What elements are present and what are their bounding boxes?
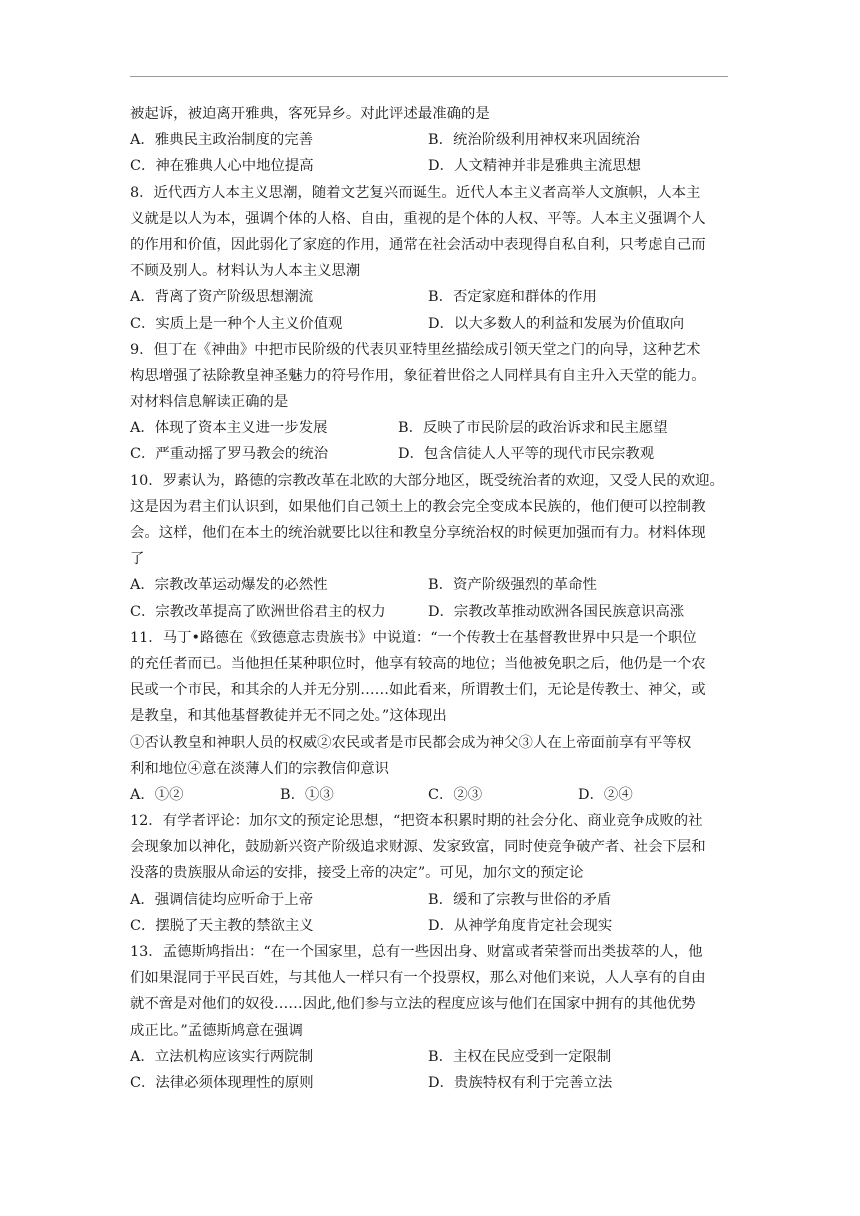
question-11: [130, 625, 730, 808]
question-text-line: 这是因为君主们认识到，如果他们自己领土上的教会完全变成本民族的，他们便可以控制教: [130, 498, 706, 515]
option-b[interactable]: B．统治阶级利用神权来巩固统治: [428, 132, 641, 149]
question-text-line: 们如果混同于平民百姓，与其他人一样只有一个投票权，那么对他们来说，人人享有的自由: [130, 970, 706, 987]
option-row: [130, 127, 730, 153]
question-text-line: 没落的贵族服从命运的安排，接受上帝的决定”。可见，加尔文的预定论: [130, 865, 584, 882]
question-text-line: 义就是以人为本，强调个体的人格、自由，重视的是个体的人权、平等。人本主义强调个人: [130, 210, 706, 227]
option-b[interactable]: B．主权在民应受到一定限制: [428, 1048, 612, 1065]
option-c[interactable]: C．法律必须体现理性的原则: [130, 1074, 314, 1091]
option-a[interactable]: A．立法机构应该实行两院制: [130, 1048, 314, 1065]
question-text-line: 13．孟德斯鸠指出：“在一个国家里，总有一些因出身、财富或者荣誉而出类拔萃的人，他: [130, 944, 703, 960]
question-text-line: 11．马丁•路德在《致德意志贵族书》中说道：“一个传教士在基督教世界中只是一个职位: [130, 629, 697, 646]
question-8: [130, 180, 730, 337]
question-text-line: 8．近代西方人本主义思潮，随着文艺复兴而诞生。近代人本主义者高举人文旗帜，人本主: [130, 184, 701, 201]
question-text-line: 的充任者而已。当他担任某种职位时，他享有较高的地位；当他被免职之后，他仍是一个农: [130, 655, 706, 672]
option-a[interactable]: A．宗教改革运动爆发的必然性: [130, 577, 328, 594]
exam-page: [130, 101, 730, 1096]
question-10: [130, 468, 730, 625]
option-d[interactable]: D．包含信徒人人平等的现代市民宗教观: [398, 446, 655, 463]
option-d[interactable]: D．以大多数人的利益和发展为价值取向: [428, 315, 685, 332]
option-c[interactable]: C．②③: [428, 786, 483, 803]
option-c[interactable]: C．摆脱了天主教的禁欲主义: [130, 917, 314, 934]
option-d[interactable]: D．贵族特权有利于完善立法: [428, 1074, 613, 1091]
option-row: [130, 441, 730, 467]
option-d[interactable]: D．②④: [578, 786, 633, 803]
question-text-line: 12．有学者评论：加尔文的预定论思想，“把资本积累时期的社会分化、商业竞争成败的社: [130, 813, 703, 830]
question-text-line: 不顾及别人。材料认为人本主义思潮: [130, 263, 361, 280]
question-text-line: 会。这样，他们在本土的统治就要比以往和教皇分享统治权的时候更加强而有力。材料体现: [130, 525, 706, 541]
option-a[interactable]: A．雅典民主政治制度的完善: [130, 132, 314, 149]
option-b[interactable]: B．①③: [280, 786, 334, 803]
option-row: [130, 1070, 730, 1096]
question-text-line: 的作用和价值，因此弱化了家庭的作用，通常在社会活动中表现得自私自利，只考虑自己而: [130, 236, 706, 253]
option-d[interactable]: D．从神学角度肯定社会现实: [428, 917, 613, 934]
question-7: [130, 101, 730, 180]
option-a[interactable]: A．强调信徒均应听命于上帝: [130, 891, 314, 908]
option-b[interactable]: B．否定家庭和群体的作用: [428, 289, 597, 306]
header-rule: [130, 76, 728, 77]
option-row: [130, 913, 730, 939]
option-row: [130, 415, 730, 441]
option-c[interactable]: C．神在雅典人心中地位提高: [130, 158, 314, 175]
question-text-line: 是教皇，和其他基督教徒并无不同之处。”这体现出: [130, 708, 447, 725]
question-text-line: 被起诉，被迫离开雅典，客死异乡。对此评述最准确的是: [130, 106, 490, 122]
option-row: [130, 887, 730, 913]
question-text-line: 9．但丁在《神曲》中把市民阶级的代表贝亚特里丝描绘成引领天堂之门的向导，这种艺术: [130, 341, 701, 358]
option-b[interactable]: B．资产阶级强烈的革命性: [428, 577, 597, 594]
option-b[interactable]: B．缓和了宗教与世俗的矛盾: [428, 891, 612, 908]
question-9: [130, 337, 730, 468]
question-13: [130, 939, 730, 1096]
question-text-line: 构思增强了祛除教皇神圣魅力的符号作用，象征着世俗之人同样具有自主升入天堂的能力。: [130, 367, 706, 384]
question-text-line: 成正比。”孟德斯鸠意在强调: [130, 1022, 303, 1039]
option-a[interactable]: A．①②: [130, 786, 184, 803]
statement-line: 利和地位④意在淡薄人们的宗教信仰意识: [130, 760, 390, 777]
option-c[interactable]: C．宗教改革提高了欧洲世俗君主的权力: [130, 603, 386, 620]
option-row: [130, 284, 730, 310]
option-row: [130, 782, 730, 808]
option-d[interactable]: D．宗教改革推动欧洲各国民族意识高涨: [428, 603, 685, 620]
option-row: [130, 153, 730, 179]
option-b[interactable]: B．反映了市民阶层的政治诉求和民主愿望: [398, 420, 668, 437]
question-text-line: 了: [130, 551, 145, 568]
option-d[interactable]: D．人文精神并非是雅典主流思想: [428, 158, 642, 175]
option-c[interactable]: C．严重动摇了罗马教会的统治: [130, 446, 329, 463]
question-12: [130, 808, 730, 939]
option-row: [130, 311, 730, 337]
option-c[interactable]: C．实质上是一种个人主义价值观: [130, 315, 343, 332]
option-a[interactable]: A．体现了资本主义进一步发展: [130, 420, 328, 437]
question-text-line: 会现象加以神化，鼓励新兴资产阶级追求财源、发家致富，同时使竞争破产者、社会下层和: [130, 839, 706, 856]
question-text-line: 就不啻是对他们的奴役……因此,他们参与立法的程度应该与他们在国家中拥有的其他优势: [130, 996, 696, 1013]
option-row: [130, 572, 730, 598]
question-text-line: 10．罗素认为，路德的宗教改革在北欧的大部分地区，既受统治者的欢迎，又受人民的欢迎。: [130, 472, 724, 489]
question-text-line: 民或一个市民，和其余的人并无分别……如此看来，所谓教士们，无论是传教士、神父，或: [130, 682, 706, 699]
statement-line: ①否认教皇和神职人员的权威②农民或者是市民都会成为神父③人在上帝面前享有平等权: [130, 734, 692, 751]
question-text-line: 对材料信息解读正确的是: [130, 394, 289, 411]
option-row: [130, 1044, 730, 1070]
option-row: [130, 599, 730, 625]
option-a[interactable]: A．背离了资产阶级思想潮流: [130, 289, 314, 306]
